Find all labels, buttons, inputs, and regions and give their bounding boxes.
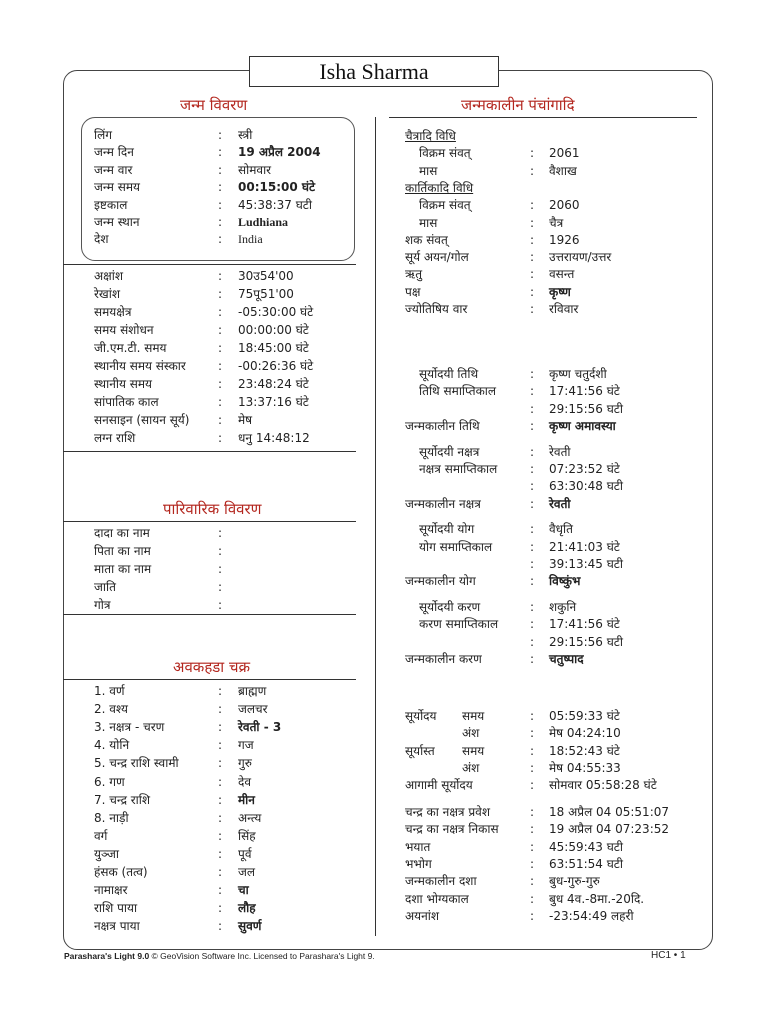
row-value: -05:30:00 घंटे	[238, 305, 314, 319]
row-colon: :	[218, 413, 223, 427]
row-sublabel: समय	[462, 743, 485, 758]
row-value: 00:00:00 घंटे	[238, 323, 309, 337]
row-value: रेवती	[549, 496, 571, 511]
row-colon: :	[530, 146, 535, 161]
row-colon: :	[530, 539, 535, 554]
row-label: लग्न राशि	[94, 431, 136, 445]
row-value: चैत्र	[549, 215, 564, 230]
row-value: गज	[238, 738, 254, 753]
row-sublabel: अंश	[462, 726, 480, 741]
row-label: सनसाइन (सायन सूर्य)	[94, 413, 190, 427]
row-value: लौह	[238, 901, 256, 916]
row-colon: :	[218, 865, 223, 879]
row-label: तिथि समाप्तिकाल	[419, 384, 497, 399]
row-label: करण समाप्तिकाल	[419, 617, 499, 632]
row-value: India	[238, 232, 263, 247]
row-sublabel: समय	[462, 709, 485, 723]
row-colon: :	[218, 792, 223, 807]
row-sublabel: अंश	[462, 760, 480, 775]
row-label: राशि पाया	[94, 901, 138, 916]
row-colon: :	[530, 908, 535, 923]
row-value: धनु 14:48:12	[238, 431, 310, 445]
row-value: 63:30:48 घटी	[549, 479, 623, 494]
row-colon: :	[218, 738, 223, 753]
row-colon: :	[530, 284, 535, 299]
row-value: 63:51:54 घटी	[549, 856, 623, 871]
row-colon: :	[530, 479, 535, 494]
row-label: जी.एम.टी. समय	[94, 341, 167, 355]
row-label: देश	[94, 232, 109, 247]
row-label: लिंग	[94, 128, 113, 142]
row-value: 05:59:33 घंटे	[549, 709, 620, 723]
row-colon: :	[530, 760, 535, 775]
birth-details-heading: जन्म विवरण	[180, 96, 248, 114]
row-colon: :	[218, 395, 223, 409]
row-value: जलचर	[238, 702, 268, 717]
row-colon: :	[530, 805, 535, 819]
row-value: 29:15:56 घटी	[549, 634, 623, 649]
row-value: वैधृति	[549, 522, 574, 537]
row-colon: :	[530, 652, 535, 666]
row-label: 4. योनि	[94, 738, 130, 753]
row-label: 7. चन्द्र राशि	[94, 792, 151, 807]
row-value: देव	[238, 774, 252, 789]
row-value: 19 अप्रैल 2004	[238, 145, 321, 160]
row-colon: :	[218, 883, 223, 898]
row-value: चा	[238, 883, 249, 898]
row-colon: :	[530, 743, 535, 758]
row-colon: :	[218, 377, 223, 391]
row-colon: :	[530, 778, 535, 793]
row-value: 18:45:00 घंटे	[238, 341, 309, 355]
row-colon: :	[530, 839, 535, 854]
row-value: 17:41:56 घंटे	[549, 384, 620, 399]
row-value: कृष्ण चतुर्दशी	[549, 367, 607, 381]
row-colon: :	[218, 720, 223, 735]
row-value: 18:52:43 घंटे	[549, 743, 620, 758]
footer-credit	[64, 951, 375, 961]
row-colon: :	[530, 462, 535, 476]
row-value: कृष्ण	[549, 284, 571, 299]
row-colon: :	[530, 384, 535, 399]
row-label: सूर्य अयन/गोल	[405, 250, 469, 265]
row-label: 2. वश्य	[94, 702, 128, 717]
row-colon: :	[218, 197, 223, 212]
row-label: चन्द्र का नक्षत्र निकास	[405, 822, 499, 837]
row-label: सूर्यास्त	[405, 743, 435, 758]
row-value: मेष	[238, 413, 253, 427]
row-colon: :	[218, 702, 223, 717]
row-colon: :	[530, 557, 535, 571]
row-colon: :	[218, 215, 223, 229]
row-label: योग समाप्तिकाल	[419, 539, 493, 554]
row-label: सूर्योदयी नक्षत्र	[419, 444, 480, 459]
row-value: सोमवार	[238, 162, 272, 177]
row-label: भभोग	[405, 856, 432, 871]
row-label: जन्म दिन	[94, 145, 134, 160]
row-label: भयात	[405, 839, 431, 854]
row-label: सूर्योदयी तिथि	[419, 367, 479, 381]
row-value: कृष्ण अमावस्या	[549, 419, 616, 434]
row-value: उत्तरायण/उत्तर	[549, 250, 612, 265]
row-label: गोत्र	[94, 598, 111, 612]
row-value: 21:41:03 घंटे	[549, 539, 620, 554]
row-label: जाति	[94, 580, 116, 594]
row-colon: :	[530, 822, 535, 837]
row-label: जन्म वार	[94, 162, 133, 177]
row-label: अक्षांश	[94, 269, 124, 283]
row-label: शक संवत्	[405, 232, 448, 247]
panchang-heading: जन्मकालीन पंचांगादि	[461, 96, 575, 114]
row-value: 23:48:24 घंटे	[238, 377, 309, 391]
row-value: 00:15:00 घंटे	[238, 180, 316, 195]
row-label: चैत्रादि विधि	[405, 129, 456, 143]
row-colon: :	[530, 726, 535, 741]
row-colon: :	[218, 180, 223, 195]
row-label: समयक्षेत्र	[94, 305, 132, 319]
row-colon: :	[530, 367, 535, 381]
row-colon: :	[218, 562, 223, 576]
row-label: जन्मकालीन योग	[405, 574, 476, 589]
row-value: 17:41:56 घंटे	[549, 617, 620, 632]
row-colon: :	[530, 599, 535, 614]
row-value: पूर्व	[238, 846, 252, 861]
row-label: 6. गण	[94, 774, 125, 789]
row-colon: :	[530, 709, 535, 723]
row-label: जन्मकालीन करण	[405, 652, 482, 666]
row-colon: :	[218, 305, 223, 319]
row-label: सूर्योदयी योग	[419, 522, 475, 537]
row-value: अन्त्य	[238, 810, 262, 825]
row-value: 13:37:16 घंटे	[238, 395, 309, 409]
row-colon: :	[530, 874, 535, 889]
row-value: रेवती - 3	[238, 720, 282, 735]
row-colon: :	[218, 431, 223, 445]
row-value: 07:23:52 घंटे	[549, 462, 620, 476]
row-colon: :	[218, 287, 223, 301]
row-label: हंसक (तत्व)	[94, 865, 148, 879]
row-value: जल	[238, 865, 256, 879]
row-colon: :	[530, 250, 535, 265]
avakahada-heading: अवकहडा चक्र	[173, 658, 251, 676]
row-colon: :	[530, 634, 535, 649]
row-value: वसन्त	[549, 267, 575, 282]
row-value: 45:38:37 घटी	[238, 197, 312, 212]
row-colon: :	[530, 198, 535, 213]
row-value: स्त्री	[238, 128, 253, 142]
divider	[63, 521, 356, 522]
row-label: पिता का नाम	[94, 544, 151, 558]
row-colon: :	[218, 359, 223, 373]
row-label: समय संशोधन	[94, 323, 154, 337]
row-label: जन्मकालीन दशा	[405, 874, 477, 889]
row-colon: :	[218, 828, 223, 843]
row-value: रेवती	[549, 444, 571, 459]
row-label: माता का नाम	[94, 562, 152, 576]
row-colon: :	[218, 341, 223, 355]
row-colon: :	[218, 580, 223, 594]
row-value: 30उ54'00	[238, 269, 294, 283]
native-name: Isha Sharma	[249, 56, 499, 87]
row-colon: :	[530, 496, 535, 511]
row-colon: :	[218, 544, 223, 558]
divider	[389, 117, 697, 118]
footer-app-name: Parashara's Light 9.0	[64, 951, 150, 961]
row-colon: :	[218, 901, 223, 916]
row-value: ब्राह्मण	[238, 684, 267, 698]
row-label: मास	[419, 215, 438, 230]
row-label: रेखांश	[94, 287, 120, 301]
row-label: ज्योतिषिय वार	[405, 302, 468, 316]
row-colon: :	[218, 162, 223, 177]
row-colon: :	[530, 302, 535, 316]
row-colon: :	[530, 401, 535, 416]
row-value: वैशाख	[549, 163, 577, 178]
row-label: ऋतु	[405, 267, 423, 282]
footer-page-number: HC1 • 1	[651, 950, 686, 961]
row-colon: :	[218, 810, 223, 825]
row-label: अयनांश	[405, 908, 440, 923]
row-colon: :	[218, 598, 223, 612]
row-value: -23:54:49 लहरी	[549, 908, 634, 923]
row-label: युञ्जा	[94, 846, 119, 861]
row-label: विक्रम संवत्	[419, 146, 471, 161]
row-value: चतुष्पाद	[549, 652, 584, 666]
row-value: 19 अप्रैल 04 07:23:52	[549, 822, 670, 837]
row-colon: :	[530, 267, 535, 282]
row-colon: :	[530, 574, 535, 589]
row-value: सिंह	[238, 828, 256, 843]
row-colon: :	[218, 269, 223, 283]
row-label: 3. नक्षत्र - चरण	[94, 720, 165, 735]
row-label: चन्द्र का नक्षत्र प्रवेश	[405, 805, 491, 819]
row-value: सुवर्ण	[238, 919, 262, 934]
row-colon: :	[530, 215, 535, 230]
row-label: स्थानीय समय	[94, 377, 152, 391]
row-label: इष्टकाल	[94, 197, 128, 212]
row-value: Ludhiana	[238, 215, 289, 229]
row-colon: :	[218, 774, 223, 789]
row-label: सूर्योदयी करण	[419, 599, 481, 614]
row-label: सूर्योदय	[405, 709, 437, 723]
row-value: 18 अप्रैल 04 05:51:07	[549, 805, 670, 819]
row-colon: :	[530, 617, 535, 632]
row-colon: :	[218, 145, 223, 160]
row-colon: :	[218, 684, 223, 698]
row-label: नक्षत्र समाप्तिकाल	[419, 462, 498, 476]
row-label: नामाक्षर	[94, 883, 128, 898]
divider	[63, 614, 356, 615]
row-value: रविवार	[549, 302, 579, 316]
row-value: 39:13:45 घटी	[549, 557, 623, 571]
row-label: दादा का नाम	[94, 526, 150, 540]
row-label: 5. चन्द्र राशि स्वामी	[94, 756, 179, 771]
divider	[63, 451, 356, 452]
row-colon: :	[530, 891, 535, 906]
row-colon: :	[218, 919, 223, 934]
row-label: पक्ष	[405, 284, 421, 299]
column-divider	[375, 117, 376, 936]
row-label: कार्तिकादि विधि	[405, 180, 474, 195]
row-label: नक्षत्र पाया	[94, 919, 140, 934]
row-label: स्थानीय समय संस्कार	[94, 359, 186, 373]
row-colon: :	[530, 856, 535, 871]
row-value: गुरु	[238, 756, 252, 771]
divider	[63, 264, 356, 265]
row-colon: :	[530, 444, 535, 459]
row-label: दशा भोग्यकाल	[405, 891, 469, 906]
row-colon: :	[218, 526, 223, 540]
row-colon: :	[530, 522, 535, 537]
row-value: 1926	[549, 232, 580, 247]
row-colon: :	[218, 128, 223, 142]
row-value: 2061	[549, 146, 580, 161]
row-label: जन्म स्थान	[94, 215, 140, 229]
row-colon: :	[218, 323, 223, 337]
row-label: जन्मकालीन तिथि	[405, 419, 480, 434]
row-label: मास	[419, 163, 438, 178]
row-colon: :	[530, 232, 535, 247]
row-value: 45:59:43 घटी	[549, 839, 623, 854]
row-label: विक्रम संवत्	[419, 198, 471, 213]
row-label: 1. वर्ण	[94, 684, 125, 698]
row-colon: :	[218, 846, 223, 861]
row-value: बुध 4व.-8मा.-20दि.	[549, 891, 645, 906]
row-value: बुध-गुरु-गुरु	[549, 874, 600, 889]
row-colon: :	[530, 419, 535, 434]
row-colon: :	[530, 163, 535, 178]
divider	[63, 679, 356, 680]
row-label: जन्म समय	[94, 180, 140, 195]
row-value: मेष 04:24:10	[549, 726, 621, 741]
row-value: शकुनि	[549, 599, 577, 614]
row-value: -00:26:36 घंटे	[238, 359, 314, 373]
row-label: जन्मकालीन नक्षत्र	[405, 496, 481, 511]
row-label: आगामी सूर्योदय	[405, 778, 473, 793]
row-colon: :	[218, 232, 223, 247]
row-value: मीन	[238, 792, 255, 807]
row-label: 8. नाड़ी	[94, 810, 129, 825]
family-details-heading: पारिवारिक विवरण	[163, 500, 262, 518]
row-value: 75पू51'00	[238, 287, 294, 301]
row-value: 29:15:56 घटी	[549, 401, 623, 416]
row-colon: :	[218, 756, 223, 771]
row-label: वर्ग	[94, 828, 108, 843]
row-value: सोमवार 05:58:28 घंटे	[549, 778, 657, 793]
footer-license: © GeoVision Software Inc. Licensed to Parashara's Light 9.	[149, 951, 375, 961]
row-value: विष्कुंभ	[549, 574, 581, 589]
row-value: मेष 04:55:33	[549, 760, 621, 775]
row-value: 2060	[549, 198, 580, 213]
row-label: सांपातिक काल	[94, 395, 159, 409]
